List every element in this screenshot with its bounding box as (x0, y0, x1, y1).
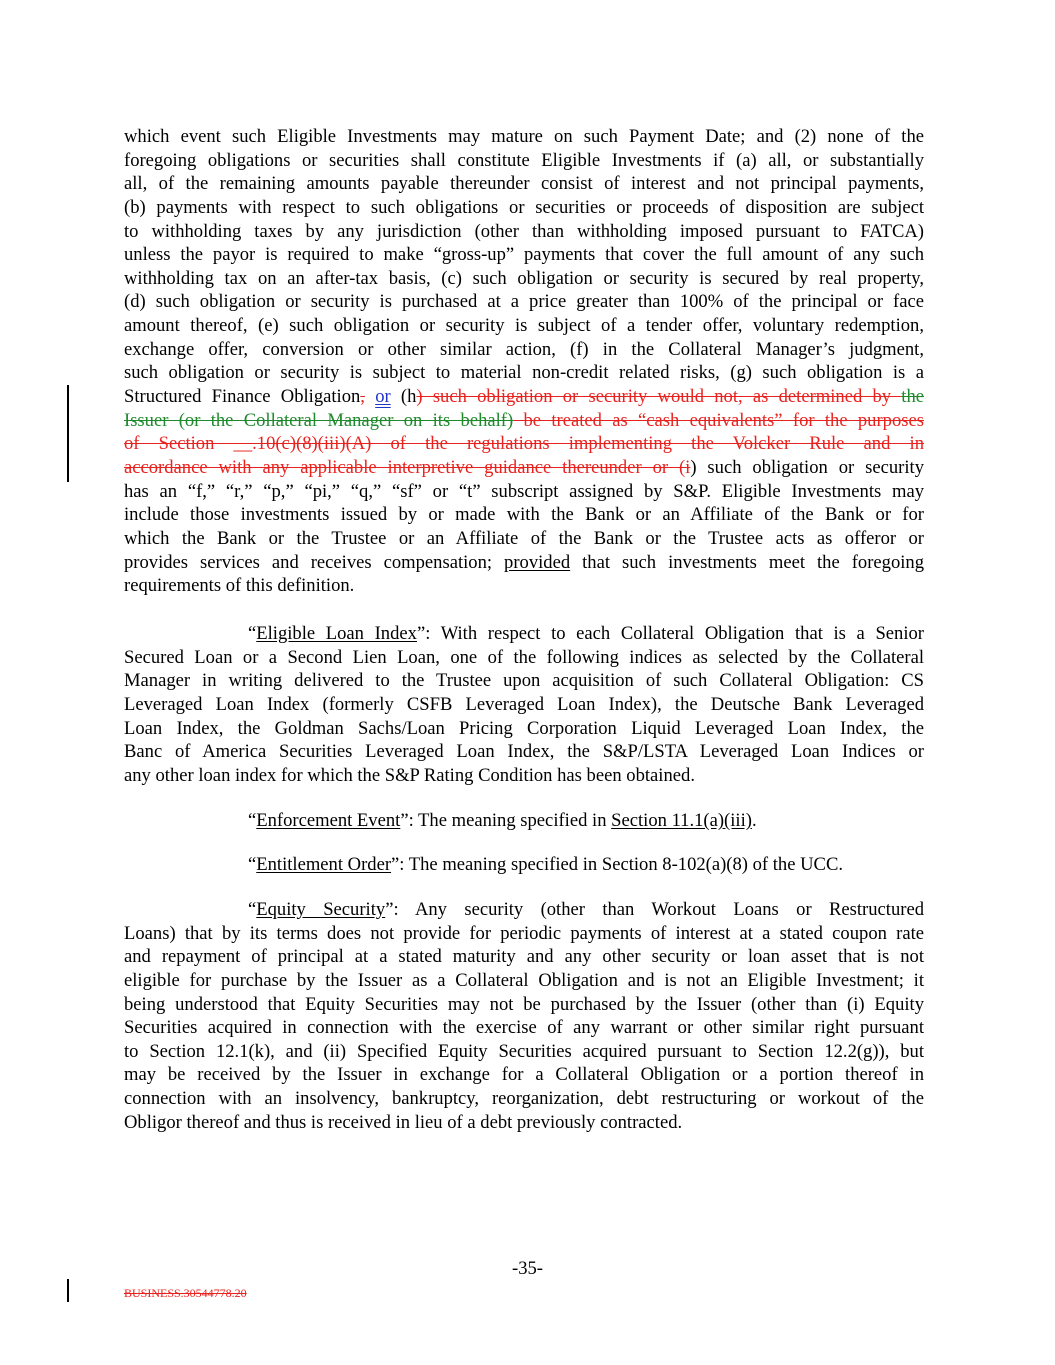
text-segment: withholding tax on an after-tax basis, (c) such obligation or security is secured by real property, (124, 267, 924, 289)
text-line (124, 456, 924, 480)
moved-text: the (901, 386, 925, 408)
defined-term: Entitlement Order (256, 854, 392, 875)
text-line (124, 361, 924, 385)
text-line (124, 527, 924, 551)
inserted-text: or (375, 386, 391, 408)
text-segment: has an “f,” “r,” “p,” “pi,” “q,” “sf” or “t” subscript assigned by S&P. Eligible Investments may (124, 480, 924, 502)
text-line (124, 290, 924, 314)
deleted-text: ) such obligation or security would not, as determined by (416, 386, 902, 408)
equity-security-definition (124, 898, 924, 1134)
text-segment: include those investments issued by or made with the Bank or an Affiliate of the Bank or for (124, 504, 924, 526)
text-line: may be received by the Issuer in exchange for a Collateral Obligation or a portion thereof in (124, 1064, 924, 1086)
text-line (124, 409, 924, 433)
text-line (124, 480, 924, 504)
text-line (124, 551, 924, 575)
change-bar (67, 385, 69, 482)
text-segment: that such investments meet the foregoing (570, 551, 924, 573)
text-line (124, 172, 924, 196)
text-line: any other loan index for which the S&P Rating Condition has been obtained. (124, 764, 695, 786)
text-line: to Section 12.1(k), and (ii) Specified Equity Securities acquired pursuant to Section 12.2(g)), but (124, 1040, 924, 1062)
text-segment: exchange offer, conversion or other similar action, (f) in the Collateral Manager’s judgment, (124, 338, 924, 360)
defined-term: Eligible Loan Index (256, 623, 417, 644)
change-bar (67, 1279, 69, 1302)
deleted-text: accordance with any applicable interpretive guidance thereunder or (i (124, 456, 691, 478)
deleted-text: , (360, 386, 365, 408)
text-line (124, 220, 924, 244)
text-segment (365, 386, 375, 407)
text-segment: (d) such obligation or security is purchased at a price greater than 100% of the principal or face (124, 291, 924, 313)
text-line (124, 314, 924, 338)
text-segment: ) such obligation or security (690, 456, 924, 478)
text-line: Securities acquired in connection with the exercise of any warrant or other similar right pursuant (124, 1017, 924, 1039)
defined-term: Equity Security (256, 899, 386, 920)
text-line: Loans) that by its terms does not provide for periodic payments of interest at a stated coupon rate (124, 922, 924, 944)
text-line (124, 338, 924, 362)
deleted-text: be treated as “cash equivalents” for the purposes (513, 409, 924, 431)
text-line (124, 267, 924, 291)
text-line (124, 125, 924, 149)
eligible-loan-index-definition (124, 622, 924, 787)
eligible-investments-paragraph (124, 125, 924, 598)
text-segment: (h (390, 386, 417, 408)
text-line (124, 385, 924, 409)
section-reference-link[interactable]: Section 11.1(a)(iii) (611, 810, 752, 831)
defined-term: Enforcement Event (256, 810, 401, 831)
definition-first-line: “Equity Security”: Any security (other than Workout Loans or Restructured (248, 899, 925, 920)
text-segment: all, of the remaining amounts payable thereunder consist of interest and not principal payments, (124, 173, 924, 195)
underlined-term: provided (504, 551, 571, 573)
text-segment: (b) payments with respect to such obligations or securities or proceeds of disposition are subject (124, 196, 924, 218)
text-line: Manager in writing delivered to the Trustee upon acquisition of such Collateral Obligation: CS (124, 670, 924, 692)
footer-document-id: BUSINESS.30544778.20 (124, 1286, 247, 1300)
entitlement-order-definition: “Entitlement Order”: The meaning specified in Section 8-102(a)(8) of the UCC. (248, 854, 844, 875)
text-segment: amount thereof, (e) such obligation or security is subject of a tender offer, voluntary redemption, (124, 315, 924, 337)
moved-text: Issuer (or the Collateral Manager on its behalf) (124, 409, 514, 431)
text-line: Leveraged Loan Index (formerly CSFB Leveraged Loan Index), the Deutsche Bank Leveraged (124, 693, 924, 715)
text-line (124, 196, 924, 220)
text-segment: which event such Eligible Investments may mature on such Payment Date; and (2) none of the (124, 126, 924, 147)
text-line (124, 243, 924, 267)
text-segment: to withholding taxes by any jurisdiction (other than withholding imposed pursuant to FATCA) (124, 220, 924, 242)
text-line (124, 149, 924, 173)
text-line: Loan Index, the Goldman Sachs/Loan Pricing Corporation Liquid Leveraged Loan Index, the (124, 717, 924, 739)
text-line (124, 432, 924, 456)
text-line (124, 503, 924, 527)
text-line: Obligor thereof and thus is received in lieu of a debt previously contracted. (124, 1111, 683, 1133)
text-line: Banc of America Securities Leveraged Loan Index, the S&P/LSTA Leveraged Loan Indices or (124, 741, 924, 763)
deleted-text: of Section __.10(c)(8)(iii)(A) of the regulations implementing the Volcker Rule and in (124, 433, 924, 455)
text-line: and repayment of principal at a stated maturity and any other security or loan asset that is not (124, 946, 924, 968)
text-segment: such obligation or security is subject to material non-credit related risks, (g) such obligation is a (124, 362, 924, 384)
text-line: being understood that Equity Securities may not be purchased by the Issuer (other than (i) Equity (124, 993, 924, 1015)
enforcement-event-definition: “Enforcement Event”: The meaning specified in Section 11.1(a)(iii). (248, 810, 757, 831)
text-segment: requirements of this definition. (124, 575, 355, 597)
text-segment: provides services and receives compensation; (124, 551, 505, 573)
text-line: Secured Loan or a Second Lien Loan, one of the following indices as selected by the Collateral (124, 646, 924, 668)
text-segment: foregoing obligations or securities shall constitute Eligible Investments if (a) all, or substantially (124, 149, 924, 171)
text-segment: which the Bank or the Trustee or an Affiliate of the Bank or the Trustee acts as offeror or (124, 527, 924, 549)
definition-first-line: “Eligible Loan Index”: With respect to each Collateral Obligation that is a Senior (248, 623, 924, 644)
text-line: eligible for purchase by the Issuer as a Collateral Obligation and is not an Eligible Investment; it (124, 969, 924, 991)
text-line: connection with an insolvency, bankruptcy, reorganization, debt restructuring or workout of the (124, 1088, 924, 1110)
text-line (124, 574, 924, 598)
text-segment: unless the payor is required to make “gross-up” payments that cover the full amount of any such (124, 244, 924, 266)
page-number: -35- (512, 1258, 543, 1279)
text-segment: Structured Finance Obligation (124, 386, 361, 408)
